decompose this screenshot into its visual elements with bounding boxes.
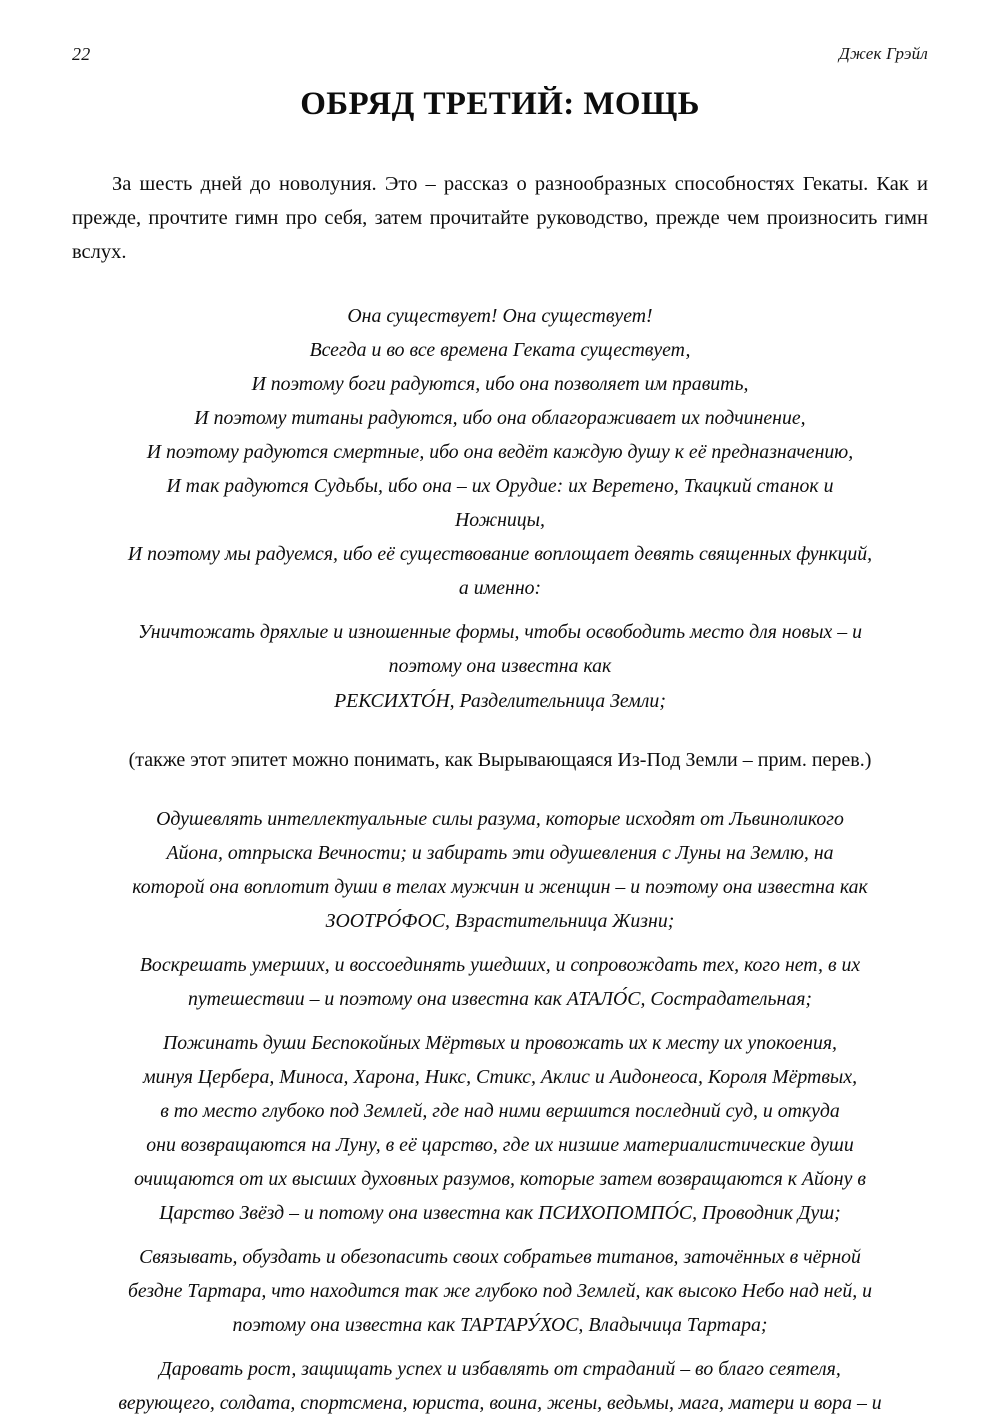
hymn-line: они возвращаются на Луну, в её царство, где их низшие материалистические души bbox=[146, 1133, 854, 1156]
page-content bbox=[72, 78, 928, 1420]
hymn-line: очищаются от их высших духовных разумов, которые затем возвращаются к Айону в bbox=[134, 1168, 866, 1191]
hymn-line: поэтому она известна как bbox=[388, 655, 612, 678]
hymn-stanza-2 bbox=[72, 615, 928, 717]
hymn-line: Пожинать души Беспокойных Мёртвых и провожать их к месту их упокоения, bbox=[163, 1031, 837, 1054]
hymn-line: которой она воплотит души в телах мужчин и женщин – и поэтому она известна как bbox=[132, 875, 868, 898]
hymn-line: Одушевлять интеллектуальные силы разума, которые исходят от Львиноликого bbox=[156, 807, 844, 830]
hymn-line: Всегда и во все времена Геката существует, bbox=[309, 339, 691, 362]
hymn-line: верующего, солдата, спортсмена, юриста, воина, жены, ведьмы, мага, матери и вора – и bbox=[118, 1392, 882, 1415]
hymn-line: И так радуются Судьбы, ибо она – их Орудие: их Веретено, Ткацкий станок и bbox=[166, 475, 834, 498]
hymn-line: Айона, отпрыска Вечности; и забирать эти одушевления с Луны на Землю, на bbox=[166, 841, 834, 864]
hymn-line: И поэтому боги радуются, ибо она позволяет им править, bbox=[251, 373, 749, 396]
translator-note: (также этот эпитет можно понимать, как Вырывающаяся Из-Под Земли – прим. перев.) bbox=[128, 748, 872, 771]
chapter-title: ОБРЯД ТРЕТИЙ: МОЩЬ bbox=[300, 86, 700, 122]
author-name: Джек Грэйл bbox=[838, 44, 928, 63]
hymn-line: Воскрешать умерших, и воссоединять ушедших, и сопровождать тех, кого нет, в их bbox=[139, 953, 861, 976]
hymn-stanza-3 bbox=[72, 802, 928, 938]
hymn-line: минуя Цербера, Миноса, Харона, Никс, Стикс, Аклис и Аидонеоса, Короля Мёртвых, bbox=[142, 1065, 858, 1088]
hymn-line: Уничтожать дряхлые и изношенные формы, чтобы освободить место для новых – и bbox=[137, 621, 863, 644]
hymn-line: в то место глубоко под Землей, где над ними вершится последний суд, и откуда bbox=[160, 1099, 840, 1122]
running-head bbox=[72, 44, 928, 70]
page-number: 22 bbox=[72, 44, 91, 64]
epithet-zootrophos: ЗООТРО́ФОС, Взрастительница Жизни; bbox=[325, 909, 675, 932]
hymn-line: Ножницы, bbox=[454, 509, 546, 532]
hymn-line: И поэтому титаны радуются, ибо она облагораживает их подчинение, bbox=[194, 407, 806, 430]
hymn-line: Даровать рост, защищать успех и избавлять от страданий – во благо сеятеля, bbox=[159, 1358, 841, 1381]
hymn-line: путешествии – и поэтому она известна как АТАЛО́С, Сострадательная; bbox=[188, 987, 812, 1010]
hymn-line: И поэтому мы радуемся, ибо её существование воплощает девять священных функций, bbox=[127, 543, 873, 566]
hymn-line: бездне Тартара, что находится так же глубоко под Землей, как высоко Небо над ней, и bbox=[127, 1280, 873, 1303]
intro-paragraph: За шесть дней до новолуния. Это – рассказ о разнообразных способностях Гекаты. Как и прежде, прочтите гимн про себя, затем прочитайте руководство, прежде чем произносить гимн вслух. bbox=[72, 172, 928, 263]
hymn bbox=[72, 299, 928, 1420]
hymn-stanza-5 bbox=[72, 1026, 928, 1230]
hymn-line: поэтому она известна как ТАРТАРУ́ХОС, Владычица Тартара; bbox=[232, 1314, 768, 1337]
hymn-line: И поэтому радуются смертные, ибо она ведёт каждую душу к её предназначению, bbox=[146, 441, 854, 464]
hymn-stanza-6 bbox=[72, 1240, 928, 1342]
hymn-stanza-4 bbox=[72, 948, 928, 1016]
hymn-line: Она существует! Она существует! bbox=[347, 305, 653, 327]
hymn-line: а именно: bbox=[458, 577, 542, 600]
hymn-line: Связывать, обуздать и обезопасить своих собратьев титанов, заточённых в чёрной bbox=[139, 1246, 861, 1269]
epithet-rhexichthon: РЕКСИХТО́Н, Разделительница Земли; bbox=[334, 689, 666, 712]
hymn-stanza-1 bbox=[72, 299, 928, 605]
hymn-line: Царство Звёзд – и потому она известна как ПСИХОПОМПО́С, Проводник Душ; bbox=[159, 1202, 841, 1225]
hymn-stanza-7 bbox=[72, 1352, 928, 1420]
